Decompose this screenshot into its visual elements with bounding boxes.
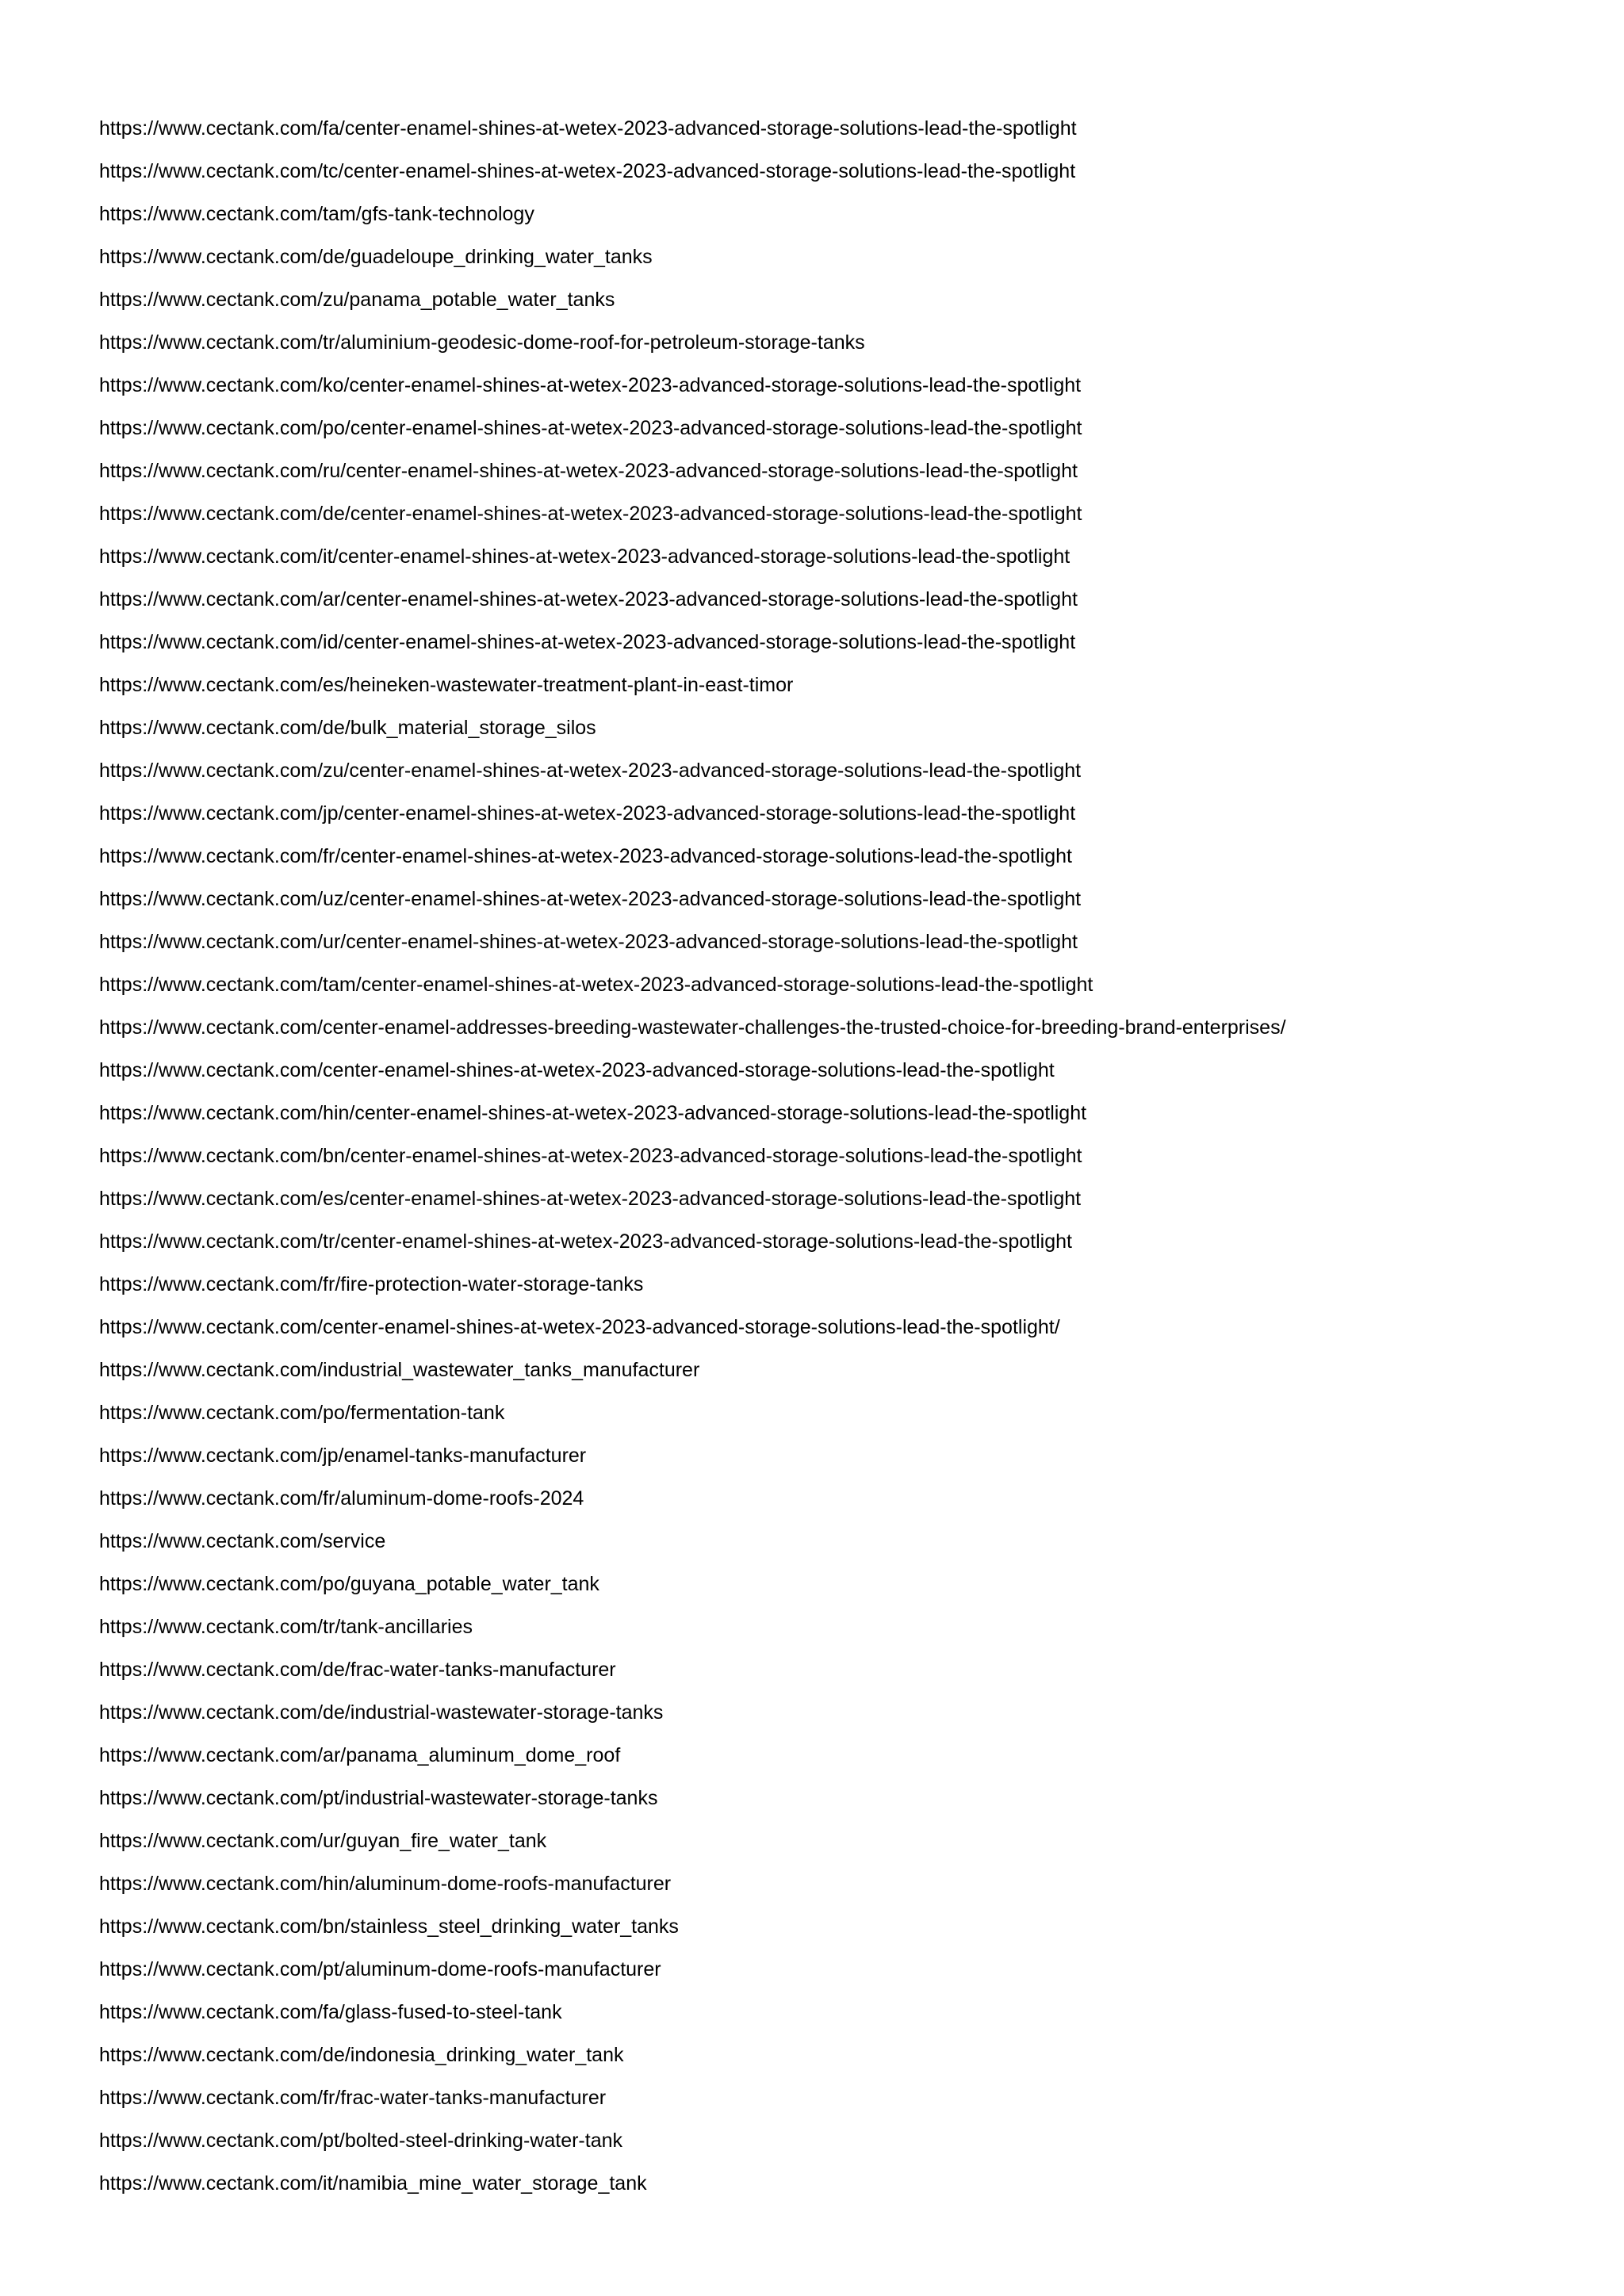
url-link[interactable]: https://www.cectank.com/de/bulk_material_storage_silos <box>99 717 596 739</box>
url-link[interactable]: https://www.cectank.com/fa/center-enamel-shines-at-wetex-2023-advanced-storage-solutions-lead-the-spotlight <box>99 117 1077 140</box>
url-link[interactable]: https://www.cectank.com/uz/center-enamel-shines-at-wetex-2023-advanced-storage-solutions-lead-the-spotlight <box>99 888 1082 910</box>
url-link[interactable]: https://www.cectank.com/fr/frac-water-tanks-manufacturer <box>99 2087 607 2109</box>
url-link[interactable]: https://www.cectank.com/bn/center-enamel-shines-at-wetex-2023-advanced-storage-solutions-lead-the-spotlight <box>99 1145 1082 1167</box>
url-link[interactable]: https://www.cectank.com/tam/center-enamel-shines-at-wetex-2023-advanced-storage-solutions-lead-the-spotlight <box>99 974 1094 996</box>
url-link[interactable]: https://www.cectank.com/ur/guyan_fire_water_tank <box>99 1830 547 1852</box>
url-link[interactable]: https://www.cectank.com/ar/panama_aluminum_dome_roof <box>99 1744 621 1766</box>
url-link[interactable]: https://www.cectank.com/ar/center-enamel-shines-at-wetex-2023-advanced-storage-solutions-lead-the-spotlight <box>99 588 1078 610</box>
url-link[interactable]: https://www.cectank.com/tc/center-enamel-shines-at-wetex-2023-advanced-storage-solutions-lead-the-spotlight <box>99 160 1076 182</box>
url-link[interactable]: https://www.cectank.com/fa/glass-fused-to-steel-tank <box>99 2001 562 2023</box>
url-link[interactable]: https://www.cectank.com/center-enamel-addresses-breeding-wastewater-challenges-the-trusted-choice-for-breeding-brand-enterprises/ <box>99 1016 1286 1039</box>
url-link[interactable]: https://www.cectank.com/fr/aluminum-dome-roofs-2024 <box>99 1487 584 1510</box>
url-link[interactable]: https://www.cectank.com/center-enamel-shines-at-wetex-2023-advanced-storage-solutions-lead-the-spotlight/ <box>99 1316 1060 1338</box>
url-link[interactable]: https://www.cectank.com/de/industrial-wastewater-storage-tanks <box>99 1701 664 1724</box>
url-link[interactable]: https://www.cectank.com/fr/fire-protection-water-storage-tanks <box>99 1273 644 1295</box>
url-link[interactable]: https://www.cectank.com/pt/bolted-steel-drinking-water-tank <box>99 2130 622 2152</box>
url-link[interactable]: https://www.cectank.com/de/indonesia_drinking_water_tank <box>99 2044 624 2066</box>
url-link[interactable]: https://www.cectank.com/it/namibia_mine_water_storage_tank <box>99 2172 647 2195</box>
url-link[interactable]: https://www.cectank.com/po/fermentation-tank <box>99 1402 505 1424</box>
url-link[interactable]: https://www.cectank.com/industrial_wastewater_tanks_manufacturer <box>99 1359 700 1381</box>
url-link[interactable]: https://www.cectank.com/de/frac-water-tanks-manufacturer <box>99 1659 616 1681</box>
url-link[interactable]: https://www.cectank.com/zu/center-enamel-shines-at-wetex-2023-advanced-storage-solutions-lead-the-spotlight <box>99 760 1082 782</box>
url-link[interactable]: https://www.cectank.com/it/center-enamel-shines-at-wetex-2023-advanced-storage-solutions-lead-the-spotlight <box>99 545 1071 568</box>
url-link[interactable]: https://www.cectank.com/pt/aluminum-dome-roofs-manufacturer <box>99 1958 661 1980</box>
url-link[interactable]: https://www.cectank.com/de/center-enamel-shines-at-wetex-2023-advanced-storage-solutions-lead-the-spotlight <box>99 503 1082 525</box>
url-link[interactable]: https://www.cectank.com/tam/gfs-tank-technology <box>99 203 534 225</box>
url-link[interactable]: https://www.cectank.com/id/center-enamel-shines-at-wetex-2023-advanced-storage-solutions-lead-the-spotlight <box>99 631 1076 653</box>
url-link[interactable]: https://www.cectank.com/pt/industrial-wastewater-storage-tanks <box>99 1787 658 1809</box>
url-link[interactable]: https://www.cectank.com/fr/center-enamel-shines-at-wetex-2023-advanced-storage-solutions-lead-the-spotlight <box>99 845 1072 867</box>
url-link[interactable]: https://www.cectank.com/zu/panama_potable_water_tanks <box>99 289 615 311</box>
url-link[interactable]: https://www.cectank.com/es/heineken-wastewater-treatment-plant-in-east-timor <box>99 674 794 696</box>
url-link[interactable]: https://www.cectank.com/ko/center-enamel-shines-at-wetex-2023-advanced-storage-solutions-lead-the-spotlight <box>99 374 1082 396</box>
url-link[interactable]: https://www.cectank.com/tr/aluminium-geodesic-dome-roof-for-petroleum-storage-tanks <box>99 331 865 354</box>
url-link[interactable]: https://www.cectank.com/tr/tank-ancillaries <box>99 1616 473 1638</box>
url-link[interactable]: https://www.cectank.com/ru/center-enamel-shines-at-wetex-2023-advanced-storage-solutions-lead-the-spotlight <box>99 460 1078 482</box>
url-link[interactable]: https://www.cectank.com/jp/center-enamel-shines-at-wetex-2023-advanced-storage-solutions-lead-the-spotlight <box>99 802 1076 825</box>
url-link[interactable]: https://www.cectank.com/es/center-enamel-shines-at-wetex-2023-advanced-storage-solutions-lead-the-spotlight <box>99 1188 1082 1210</box>
url-link[interactable]: https://www.cectank.com/de/guadeloupe_drinking_water_tanks <box>99 246 653 268</box>
url-link[interactable]: https://www.cectank.com/jp/enamel-tanks-manufacturer <box>99 1445 587 1467</box>
url-link[interactable]: https://www.cectank.com/service <box>99 1530 386 1552</box>
url-link[interactable]: https://www.cectank.com/hin/aluminum-dome-roofs-manufacturer <box>99 1873 672 1895</box>
url-list <box>99 114 1286 2212</box>
url-link[interactable]: https://www.cectank.com/tr/center-enamel-shines-at-wetex-2023-advanced-storage-solutions-lead-the-spotlight <box>99 1230 1072 1253</box>
url-link[interactable]: https://www.cectank.com/bn/stainless_steel_drinking_water_tanks <box>99 1915 679 1938</box>
url-link[interactable]: https://www.cectank.com/hin/center-enamel-shines-at-wetex-2023-advanced-storage-solutions-lead-the-spotlight <box>99 1102 1087 1124</box>
url-link[interactable]: https://www.cectank.com/ur/center-enamel-shines-at-wetex-2023-advanced-storage-solutions-lead-the-spotlight <box>99 931 1078 953</box>
url-link[interactable]: https://www.cectank.com/center-enamel-shines-at-wetex-2023-advanced-storage-solutions-lead-the-spotlight <box>99 1059 1055 1081</box>
url-link[interactable]: https://www.cectank.com/po/guyana_potable_water_tank <box>99 1573 599 1595</box>
url-link[interactable]: https://www.cectank.com/po/center-enamel-shines-at-wetex-2023-advanced-storage-solutions-lead-the-spotlight <box>99 417 1082 439</box>
